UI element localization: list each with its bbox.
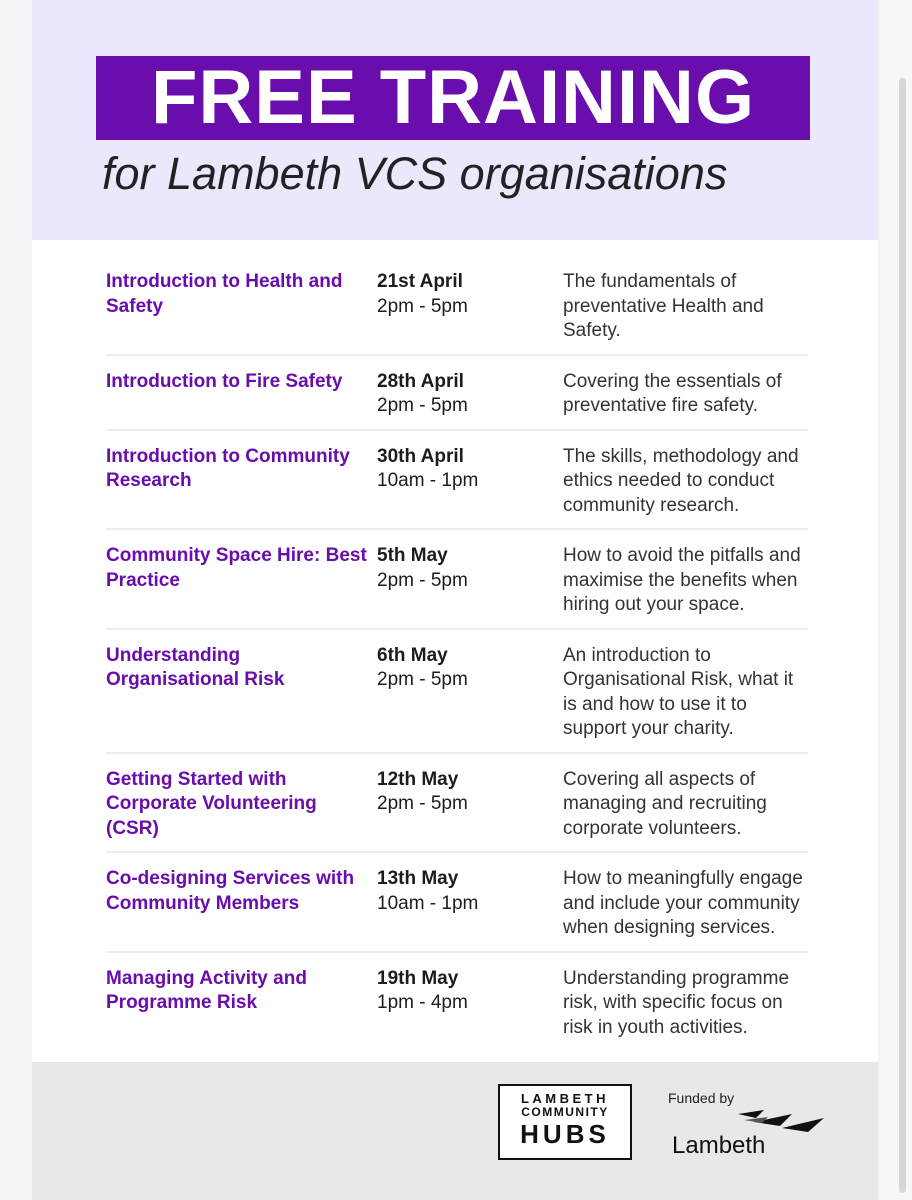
course-schedule: [377, 445, 563, 519]
course-date: 13th May: [377, 868, 459, 889]
course-date: 12th May: [377, 768, 459, 790]
course-row: [106, 540, 808, 630]
lambeth-crest-icon: [734, 1108, 838, 1134]
course-schedule: [377, 544, 563, 618]
course-description: An introduction to Organisational Risk, what it is and how to use it to support your charity.: [563, 644, 794, 739]
course-date: 5th May: [377, 545, 448, 566]
course-time: 10am - 1pm: [377, 892, 479, 914]
course-title: Managing Activity and Programme Risk: [106, 967, 307, 1013]
course-description: Covering all aspects of managing and recruiting corporate volunteers.: [563, 768, 767, 839]
course-time: 2pm - 5pm: [377, 295, 468, 317]
course-time: 1pm - 4pm: [377, 992, 468, 1013]
course-schedule: [377, 967, 563, 1041]
course-time: 2pm - 5pm: [377, 395, 468, 416]
course-description: Understanding programme risk, with specific focus on risk in youth activities.: [563, 967, 790, 1038]
course-row: [106, 441, 808, 531]
course-title: Getting Started with Corporate Volunteering (CSR): [106, 768, 317, 839]
funded-by-label: Funded by: [668, 1090, 735, 1106]
hero-banner: [32, 0, 878, 240]
course-time: 2pm - 5pm: [377, 569, 468, 591]
title-box: [96, 56, 810, 140]
page-title: FREE TRAINING: [150, 55, 756, 140]
course-time: 10am - 1pm: [377, 470, 479, 491]
course-title: Understanding Organisational Risk: [106, 644, 285, 690]
training-poster: [32, 0, 878, 1200]
course-row: [106, 640, 808, 754]
scrollbar-track[interactable]: [880, 0, 912, 1200]
course-schedule: [377, 867, 563, 941]
logo-line: LAMBETH: [520, 1091, 610, 1106]
course-schedule: [377, 270, 563, 344]
course-row: [106, 863, 808, 953]
course-date: 19th May: [377, 967, 459, 989]
course-row: [106, 366, 808, 431]
course-schedule: [377, 644, 563, 742]
course-description: How to meaningfully engage and include your community when designing services.: [563, 868, 803, 938]
scrollbar-thumb[interactable]: [899, 78, 906, 1193]
course-schedule: [377, 370, 563, 419]
lambeth-community-hubs-logo: [498, 1084, 632, 1160]
course-title: Introduction to Health and Safety: [106, 271, 343, 317]
course-date: 21st April: [377, 271, 463, 292]
course-row: [106, 963, 808, 1051]
course-date: 28th April: [377, 370, 464, 392]
course-schedule: [377, 768, 563, 842]
course-title: Introduction to Fire Safety: [106, 370, 343, 392]
course-title: Introduction to Community Research: [106, 445, 350, 491]
course-title: Community Space Hire: Best Practice: [106, 545, 367, 591]
course-description: The skills, methodology and ethics needed to conduct community research.: [563, 445, 799, 516]
course-description: How to avoid the pitfalls and maximise the benefits when hiring out your space.: [563, 545, 801, 615]
course-date: 6th May: [377, 644, 448, 666]
lambeth-wordmark: Lambeth: [672, 1132, 766, 1159]
logo-line: COMMUNITY: [521, 1105, 609, 1119]
course-row: [106, 266, 808, 356]
course-time: 2pm - 5pm: [377, 793, 468, 814]
footer: [32, 1062, 878, 1200]
course-description: Covering the essentials of preventative fire safety.: [563, 370, 782, 416]
course-date: 30th April: [377, 445, 464, 467]
page-subtitle: for Lambeth VCS organisations: [102, 148, 728, 199]
course-title: Co-designing Services with Community Members: [106, 868, 355, 914]
logo-line: HUBS: [520, 1119, 610, 1149]
course-list: [106, 266, 808, 1060]
course-row: [106, 764, 808, 854]
course-description: The fundamentals of preventative Health and Safety.: [563, 271, 764, 341]
course-time: 2pm - 5pm: [377, 669, 468, 690]
